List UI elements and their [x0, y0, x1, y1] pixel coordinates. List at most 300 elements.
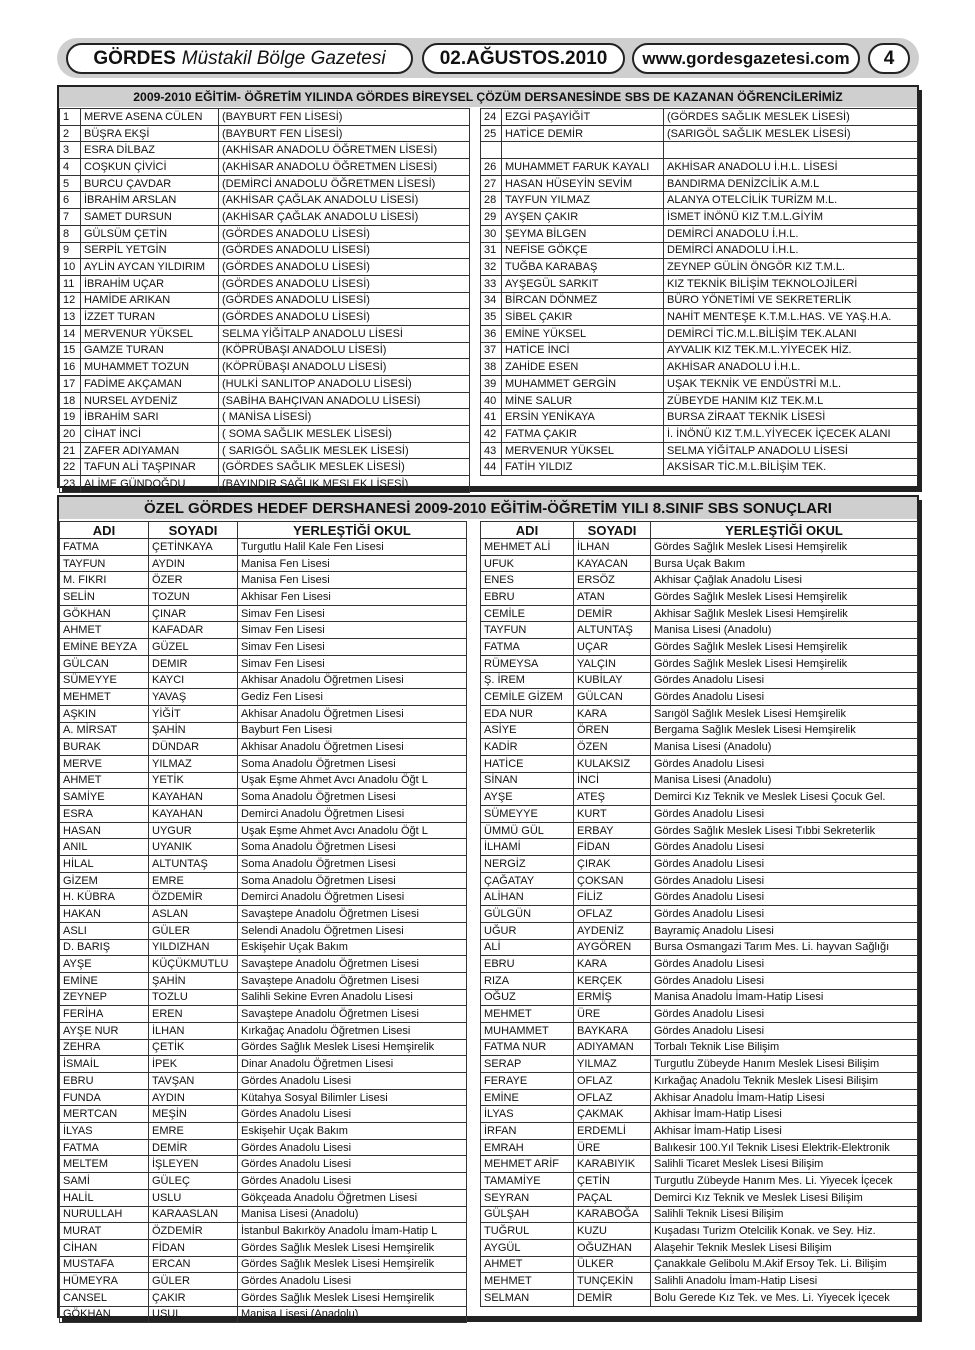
student-school: (GÖRDES SAĞLIK MESLEK LİSESİ)	[664, 109, 918, 126]
table-row	[481, 409, 918, 426]
last-name: KARAASLAN	[149, 1206, 238, 1223]
first-name: M. FIKRI	[60, 572, 149, 589]
placed-school: Akhisar Sağlık Meslek Lisesi Hemşirelik	[651, 605, 918, 622]
last-name: AYDIN	[149, 1089, 238, 1106]
first-name: İRFAN	[481, 1123, 574, 1140]
placed-school: Akhisar Anadolu İmam-Hatip Lisesi	[651, 1089, 918, 1106]
first-name: ÜMMÜ GÜL	[481, 822, 574, 839]
first-name: NURULLAH	[60, 1206, 149, 1223]
student-school: NAHİT MENTEŞE K.T.M.L.HAS. VE YAŞ.H.A.	[664, 309, 918, 326]
placed-school: Gördes Anadolu Lisesi	[238, 1173, 467, 1190]
section2-title: ÖZEL GÖRDES HEDEF DERSHANESİ 2009-2010 EĞİTİM-ÖĞRETİM YILI 8.SINIF SBS SONUÇLARI	[59, 497, 917, 519]
table-row	[60, 722, 467, 739]
first-name: MUHAMMET	[481, 1022, 574, 1039]
student-name: EZGİ PAŞAYİĞİT	[502, 109, 664, 126]
table-row	[60, 655, 467, 672]
placed-school: Gördes Anadolu Lisesi	[651, 806, 918, 823]
last-name: ERCAN	[149, 1256, 238, 1273]
table-row	[481, 939, 918, 956]
placed-school: Manisa Lisesi (Anadolu)	[651, 622, 918, 639]
student-school: (BAYBURT FEN LİSESİ)	[219, 125, 470, 142]
placed-school: Manisa Fen Lisesi	[238, 555, 467, 572]
student-name: SAMET DURSUN	[81, 209, 219, 226]
student-number: 20	[60, 426, 81, 443]
student-name: İZZET TURAN	[81, 309, 219, 326]
student-name: ZAHİDE ESEN	[502, 359, 664, 376]
first-name: TUĞRUL	[481, 1223, 574, 1240]
placed-school: Gördes Anadolu Lisesi	[651, 755, 918, 772]
first-name: ALİ	[481, 939, 574, 956]
last-name: KURT	[574, 806, 651, 823]
placed-school: Gördes Anadolu Lisesi	[651, 839, 918, 856]
header-soyadi: SOYADI	[574, 522, 651, 539]
table-row	[481, 672, 918, 689]
last-name: EMRE	[149, 872, 238, 889]
first-name: AYGÜL	[481, 1239, 574, 1256]
table-row	[481, 605, 918, 622]
student-number: 43	[481, 442, 502, 459]
last-name: GÜLER	[149, 922, 238, 939]
first-name: SÜMEYYE	[481, 806, 574, 823]
table-row	[60, 639, 467, 656]
placed-school: İstanbul Bakırköy Anadolu İmam-Hatip L	[238, 1223, 467, 1240]
student-number: 44	[481, 459, 502, 476]
table-row	[60, 142, 470, 159]
table-row	[60, 1022, 467, 1039]
placed-school: Alaşehir Teknik Meslek Lisesi Bilişim	[651, 1239, 918, 1256]
section1-right-table	[480, 108, 918, 476]
table-row	[481, 1073, 918, 1090]
last-name: KARA	[574, 956, 651, 973]
student-number: 23	[60, 476, 81, 493]
placed-school: Turgutlu Zübeyde Hanım Mes. Li. Yiyecek İçecek	[651, 1173, 918, 1190]
table-row	[60, 159, 470, 176]
table-row	[60, 259, 470, 276]
table-row	[481, 539, 918, 556]
last-name: KARABIYIK	[574, 1156, 651, 1173]
student-number: 19	[60, 409, 81, 426]
first-name: FATMA	[60, 1139, 149, 1156]
last-name: YAVAŞ	[149, 689, 238, 706]
placed-school: Manisa Lisesi (Anadolu)	[651, 772, 918, 789]
table-row	[60, 309, 470, 326]
student-number: 39	[481, 376, 502, 393]
student-name: HAMİDE ARIKAN	[81, 292, 219, 309]
student-number: 17	[60, 376, 81, 393]
placed-school: Bursa Osmangazi Tarım Mes. Li. hayvan Sağlığı	[651, 939, 918, 956]
last-name: DEMİR	[574, 605, 651, 622]
last-name: İPEK	[149, 1056, 238, 1073]
last-name: ŞAHİN	[149, 722, 238, 739]
placed-school: Gördes Sağlık Meslek Lisesi Hemşirelik	[651, 639, 918, 656]
first-name: AYŞE NUR	[60, 1022, 149, 1039]
placed-school: Gördes Anadolu Lisesi	[651, 972, 918, 989]
last-name: ÖZDEMİR	[149, 1223, 238, 1240]
table-row	[60, 1239, 467, 1256]
last-name: ÇETİK	[149, 1039, 238, 1056]
last-name: YETİK	[149, 772, 238, 789]
student-school: (GÖRDES SAĞLIK MESLEK LİSESİ)	[219, 459, 470, 476]
first-name: TAMAMİYE	[481, 1173, 574, 1190]
student-name: GAMZE TURAN	[81, 342, 219, 359]
table-row	[60, 292, 470, 309]
last-name: ERDEMLİ	[574, 1123, 651, 1140]
student-number: 4	[60, 159, 81, 176]
student-number: 1	[60, 109, 81, 126]
student-number: 33	[481, 275, 502, 292]
placed-school: Gördes Sağlık Meslek Lisesi Hemşirelik	[238, 1239, 467, 1256]
placed-school: Gördes Anadolu Lisesi	[651, 872, 918, 889]
student-name: İBRAHİM SARI	[81, 409, 219, 426]
table-row	[60, 1173, 467, 1190]
table-row	[481, 889, 918, 906]
student-number: 5	[60, 175, 81, 192]
first-name: GİZEM	[60, 872, 149, 889]
student-name: MERVENUR YÜKSEL	[502, 442, 664, 459]
last-name: ASLAN	[149, 906, 238, 923]
table-row	[60, 325, 470, 342]
placed-school: Uşak Eşme Ahmet Avcı Anadolu Öğt L	[238, 772, 467, 789]
table-row	[60, 459, 470, 476]
table-row	[60, 555, 467, 572]
last-name: ALTUNTAŞ	[149, 856, 238, 873]
student-number: 12	[60, 292, 81, 309]
last-name: ERSÖZ	[574, 572, 651, 589]
table-row	[481, 1022, 918, 1039]
table-row	[481, 555, 918, 572]
first-name: SELMAN	[481, 1289, 574, 1306]
placed-school: Manisa Anadolu İmam-Hatip Lisesi	[651, 989, 918, 1006]
first-name: MEHMET	[481, 1006, 574, 1023]
first-name: SAMİ	[60, 1173, 149, 1190]
table-row	[481, 242, 918, 259]
student-name: MUHAMMET FARUK KAYALI	[502, 159, 664, 176]
student-school: (AKHİSAR ANADOLU ÖĞRETMEN LİSESİ)	[219, 142, 470, 159]
placed-school: Uşak Eşme Ahmet Avcı Anadolu Öğt L	[238, 822, 467, 839]
table-row	[60, 476, 470, 493]
table-row	[481, 342, 918, 359]
first-name: FATMA NUR	[481, 1039, 574, 1056]
student-name	[502, 142, 664, 159]
placed-school: Gördes Sağlık Meslek Lisesi Tıbbi Sekreterlik	[651, 822, 918, 839]
table-row	[481, 225, 918, 242]
table-row	[481, 459, 918, 476]
student-school: (GÖRDES ANADOLU LİSESİ)	[219, 225, 470, 242]
student-school: DEMİRCİ ANADOLU İ.H.L.	[664, 242, 918, 259]
last-name: USUL	[149, 1306, 238, 1323]
table-row	[481, 109, 918, 126]
first-name: AYŞE	[481, 789, 574, 806]
placed-school: Gördes Sağlık Meslek Lisesi Hemşirelik	[238, 1039, 467, 1056]
table-row	[481, 572, 918, 589]
last-name: YİĞİT	[149, 705, 238, 722]
student-number: 15	[60, 342, 81, 359]
first-name: SÜMEYYE	[60, 672, 149, 689]
placed-school: Savaştepe Anadolu Öğretmen Lisesi	[238, 906, 467, 923]
last-name: İLHAN	[574, 539, 651, 556]
student-name: TUĞBA KARABAŞ	[502, 259, 664, 276]
table-row	[60, 242, 470, 259]
student-name: SERPİL YETGİN	[81, 242, 219, 259]
first-name: ZEYNEP	[60, 989, 149, 1006]
table-row	[60, 209, 470, 226]
table-row	[60, 1189, 467, 1206]
placed-school: Akhisar Fen Lisesi	[238, 589, 467, 606]
first-name: İLYAS	[481, 1106, 574, 1123]
first-name: EBRU	[481, 589, 574, 606]
table-row	[481, 1056, 918, 1073]
first-name: EDA NUR	[481, 705, 574, 722]
table-row	[481, 426, 918, 443]
table-row	[481, 739, 918, 756]
table-row	[60, 1273, 467, 1290]
student-number: 11	[60, 275, 81, 292]
last-name: DEMİR	[574, 1289, 651, 1306]
placed-school: Soma Anadolu Öğretmen Lisesi	[238, 872, 467, 889]
student-name: AYLİN AYCAN YILDIRIM	[81, 259, 219, 276]
table-row	[60, 392, 470, 409]
table-row	[60, 889, 467, 906]
last-name: YILMAZ	[574, 1056, 651, 1073]
student-number: 16	[60, 359, 81, 376]
student-school: (BAYINDIR SAĞLIK MESLEK LİSESİ)	[219, 476, 470, 493]
first-name: HİLAL	[60, 856, 149, 873]
table-row	[60, 1223, 467, 1240]
paper-name: GÖRDES	[93, 47, 176, 69]
first-name: GÜLŞAH	[481, 1206, 574, 1223]
last-name: UYGUR	[149, 822, 238, 839]
placed-school: Gördes Sağlık Meslek Lisesi Hemşirelik	[238, 1256, 467, 1273]
first-name: MURAT	[60, 1223, 149, 1240]
first-name: FUNDA	[60, 1089, 149, 1106]
student-number: 3	[60, 142, 81, 159]
student-school: (DEMİRCİ ANADOLU ÖĞRETMEN LİSESİ)	[219, 175, 470, 192]
first-name: FATMA	[60, 539, 149, 556]
header-okul: YERLEŞTİĞİ OKUL	[651, 522, 918, 539]
placed-school: Gördes Sağlık Meslek Lisesi Hemşirelik	[651, 589, 918, 606]
placed-school: Salihli Ticaret Meslek Lisesi Bilişim	[651, 1156, 918, 1173]
last-name: DEMİR	[149, 1139, 238, 1156]
last-name: GÜLCAN	[574, 689, 651, 706]
first-name: EMİNE	[60, 972, 149, 989]
student-school: AKHİSAR ANADOLU İ.H.L. LİSESİ	[664, 159, 918, 176]
placed-school: Eskişehir Uçak Bakım	[238, 939, 467, 956]
student-name: MİNE SALUR	[502, 392, 664, 409]
last-name: GÜLER	[149, 1273, 238, 1290]
student-number: 24	[481, 109, 502, 126]
table-row	[481, 906, 918, 923]
student-number: 8	[60, 225, 81, 242]
first-name: HASAN	[60, 822, 149, 839]
student-school: AYVALIK KIZ TEK.M.L.YİYECEK HİZ.	[664, 342, 918, 359]
table-row	[60, 1073, 467, 1090]
student-name: HASAN HÜSEYİN SEVİM	[502, 175, 664, 192]
student-school: DEMİRCİ ANADOLU İ.H.L.	[664, 225, 918, 242]
student-school: DEMİRCİ TİC.M.L.BİLİŞİM TEK.ALANI	[664, 325, 918, 342]
student-number: 31	[481, 242, 502, 259]
last-name: ÇAKMAK	[574, 1106, 651, 1123]
student-school: BÜRO YÖNETİMİ VE SEKRETERLİK	[664, 292, 918, 309]
table-row	[60, 442, 470, 459]
first-name: CEMİLE GİZEM	[481, 689, 574, 706]
placed-school: Çanakkale Gelibolu M.Akif Ersoy Tek. Li. Bilişim	[651, 1256, 918, 1273]
student-school: ALANYA OTELCİLİK TURİZM M.L.	[664, 192, 918, 209]
table-row	[60, 1206, 467, 1223]
placed-school: Akhisar Çağlak Anadolu Lisesi	[651, 572, 918, 589]
placed-school: Gördes Sağlık Meslek Lisesi Hemşirelik	[651, 655, 918, 672]
issue-date: 02.AĞUSTOS.2010	[422, 43, 625, 74]
first-name: ASLI	[60, 922, 149, 939]
student-number: 37	[481, 342, 502, 359]
placed-school: Selendi Anadolu Öğretmen Lisesi	[238, 922, 467, 939]
table-row	[481, 1239, 918, 1256]
table-row	[60, 1039, 467, 1056]
table-row	[60, 956, 467, 973]
student-school: ( SOMA SAĞLIK MESLEK LİSESİ)	[219, 426, 470, 443]
last-name: PAÇAL	[574, 1189, 651, 1206]
header-adi: ADI	[481, 522, 574, 539]
student-school: (SABİHA BAHÇIVAN ANADOLU LİSESİ)	[219, 392, 470, 409]
last-name: KARABOĞA	[574, 1206, 651, 1223]
first-name: AHMET	[60, 772, 149, 789]
table-row	[481, 376, 918, 393]
last-name: ÇETİNKAYA	[149, 539, 238, 556]
placed-school: Gördes Anadolu Lisesi	[651, 689, 918, 706]
student-number: 7	[60, 209, 81, 226]
table-row	[481, 922, 918, 939]
student-name: TAYFUN YILMAZ	[502, 192, 664, 209]
last-name: ERBAY	[574, 822, 651, 839]
placed-school: Gördes Anadolu Lisesi	[651, 889, 918, 906]
table-row	[60, 275, 470, 292]
first-name: HATİCE	[481, 755, 574, 772]
student-number: 14	[60, 325, 81, 342]
table-row	[481, 142, 918, 159]
first-name: CİHAN	[60, 1239, 149, 1256]
placed-school: Bolu Gerede Kız Tek. ve Mes. Li. Yiyecek İçecek	[651, 1289, 918, 1306]
placed-school: Sarıgöl Sağlık Meslek Lisesi Hemşirelik	[651, 705, 918, 722]
table-row	[481, 1173, 918, 1190]
first-name: EBRU	[60, 1073, 149, 1090]
paper-name-pill	[66, 43, 413, 74]
section2-left-table	[59, 521, 467, 1323]
table-row	[481, 1106, 918, 1123]
table-row	[481, 755, 918, 772]
placed-school: Gördes Anadolu Lisesi	[238, 1156, 467, 1173]
table-row	[481, 956, 918, 973]
first-name: GÖKHAN	[60, 1306, 149, 1323]
placed-school: Savaştepe Anadolu Öğretmen Lisesi	[238, 1006, 467, 1023]
website-link[interactable]: www.gordesgazetesi.com	[632, 43, 860, 74]
student-number: 9	[60, 242, 81, 259]
student-school: BANDIRMA DENİZCİLİK A.M.L	[664, 175, 918, 192]
last-name: ÜRE	[574, 1006, 651, 1023]
table-row	[60, 755, 467, 772]
placed-school: Akhisar İmam-Hatip Lisesi	[651, 1123, 918, 1140]
placed-school: Kütahya Sosyal Bilimler Lisesi	[238, 1089, 467, 1106]
last-name: MEŞİN	[149, 1106, 238, 1123]
placed-school: Savaştepe Anadolu Öğretmen Lisesi	[238, 972, 467, 989]
student-number: 27	[481, 175, 502, 192]
student-school: SELMA YİĞİTALP ANADOLU LİSESİ	[664, 442, 918, 459]
last-name: TAVŞAN	[149, 1073, 238, 1090]
last-name: ÇINAR	[149, 605, 238, 622]
student-number: 6	[60, 192, 81, 209]
student-school: AKSİSAR TİC.M.L.BİLİŞİM TEK.	[664, 459, 918, 476]
last-name: KAFADAR	[149, 622, 238, 639]
table-row	[481, 359, 918, 376]
first-name: CANSEL	[60, 1289, 149, 1306]
first-name: SEYRAN	[481, 1189, 574, 1206]
student-number: 32	[481, 259, 502, 276]
table-row	[60, 822, 467, 839]
first-name: MERVE	[60, 755, 149, 772]
table-row	[481, 1189, 918, 1206]
first-name: CEMİLE	[481, 605, 574, 622]
table-row	[481, 125, 918, 142]
table-row	[60, 989, 467, 1006]
table-row	[481, 856, 918, 873]
table-row	[481, 705, 918, 722]
student-name: AYŞEGÜL SARKIT	[502, 275, 664, 292]
table-row	[60, 839, 467, 856]
first-name: ZEHRA	[60, 1039, 149, 1056]
first-name: AŞKIN	[60, 705, 149, 722]
student-name: FATİH YILDIZ	[502, 459, 664, 476]
table-row	[60, 672, 467, 689]
student-name: İBRAHİM ARSLAN	[81, 192, 219, 209]
placed-school: Manisa Lisesi (Anadolu)	[238, 1306, 467, 1323]
first-name: HALİL	[60, 1189, 149, 1206]
last-name: KAYAHAN	[149, 806, 238, 823]
last-name: ÜLKER	[574, 1256, 651, 1273]
table-row	[481, 1256, 918, 1273]
table-row	[60, 856, 467, 873]
student-school: (GÖRDES ANADOLU LİSESİ)	[219, 292, 470, 309]
last-name: DEMIR	[149, 655, 238, 672]
student-number: 38	[481, 359, 502, 376]
student-school: İSMET İNÖNÜ KIZ T.M.L.GİYİM	[664, 209, 918, 226]
table-row	[60, 342, 470, 359]
student-name: GÜLSÜM ÇETİN	[81, 225, 219, 242]
table-row	[60, 359, 470, 376]
first-name: EMİNE BEYZA	[60, 639, 149, 656]
first-name: HAKAN	[60, 906, 149, 923]
table-row	[481, 1006, 918, 1023]
student-school: (GÖRDES ANADOLU LİSESİ)	[219, 275, 470, 292]
last-name: ÇIRAK	[574, 856, 651, 873]
table-row	[481, 789, 918, 806]
first-name: RÜMEYSA	[481, 655, 574, 672]
table-row	[60, 225, 470, 242]
last-name: AYGÖREN	[574, 939, 651, 956]
table-row	[60, 1123, 467, 1140]
student-school: SELMA YİĞİTALP ANADOLU LİSESİ	[219, 325, 470, 342]
table-row	[60, 622, 467, 639]
student-number: 2	[60, 125, 81, 142]
last-name: GÜZEL	[149, 639, 238, 656]
table-row	[60, 192, 470, 209]
table-row	[60, 426, 470, 443]
student-number: 13	[60, 309, 81, 326]
first-name: TAYFUN	[481, 622, 574, 639]
last-name: ÜRE	[574, 1139, 651, 1156]
table-row	[481, 1223, 918, 1240]
placed-school: Gördes Anadolu Lisesi	[651, 856, 918, 873]
student-number: 34	[481, 292, 502, 309]
first-name: EMRAH	[481, 1139, 574, 1156]
student-name: MUHAMMET GERGİN	[502, 376, 664, 393]
